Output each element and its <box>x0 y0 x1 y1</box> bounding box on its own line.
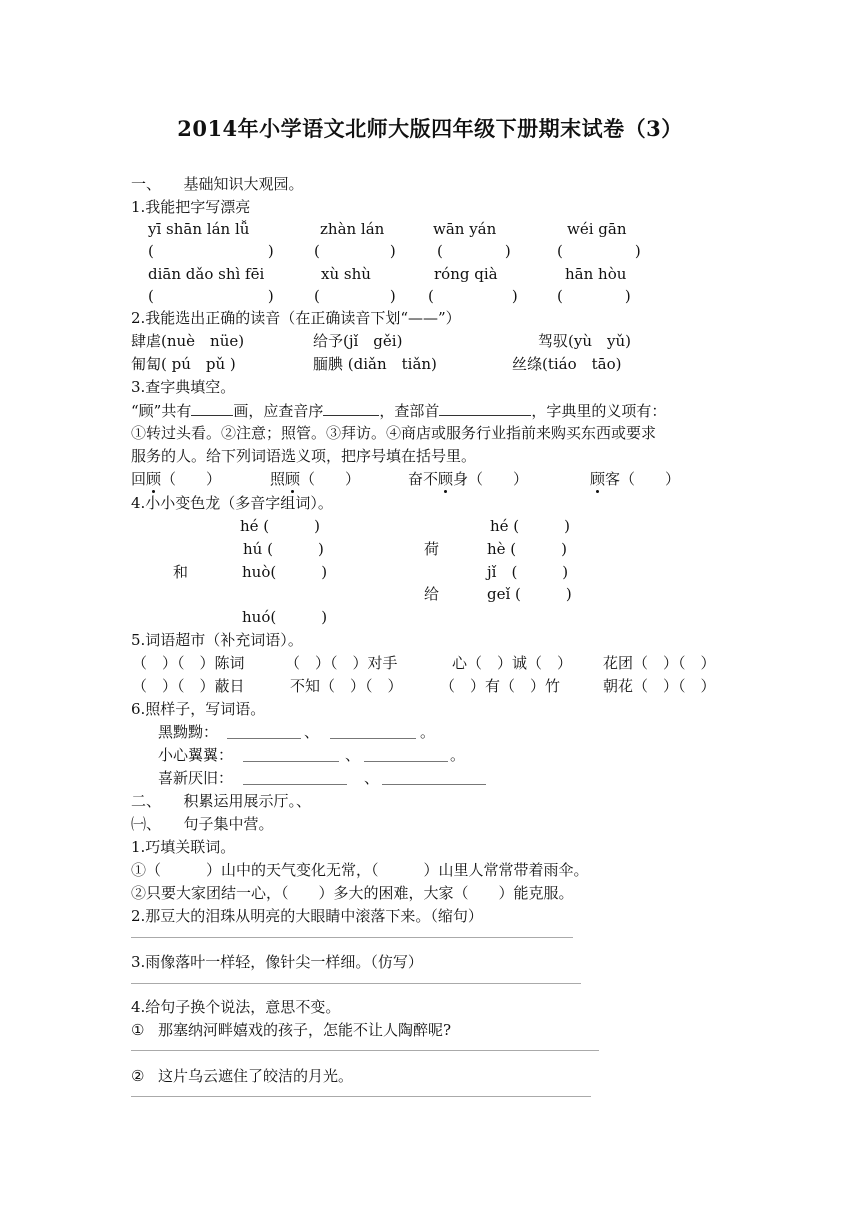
pinyin: diān dǎo shì fēi <box>148 265 265 283</box>
pinyin: wéi gān <box>567 220 627 238</box>
idiom-blank[interactable]: 花团（ ）（ ） <box>603 654 716 672</box>
s2-q2-title: 2.那豆大的泪珠从明亮的大眼睛中滚落下来。（缩句） <box>131 907 483 925</box>
q3-word[interactable] <box>408 472 528 487</box>
q3-text: 画，应查音序 <box>233 402 324 420</box>
q2-title: 2.我能选出正确的读音（在正确读音下划“——”） <box>131 309 461 327</box>
answer-blank[interactable]: ( ) <box>557 242 641 260</box>
q6-end: 。 <box>420 723 436 741</box>
answer-line[interactable] <box>131 1050 599 1051</box>
q3-word[interactable] <box>590 472 680 487</box>
polyphone-reading[interactable]: jǐ ( ) <box>487 563 569 581</box>
reading-choice[interactable]: 丝绦(tiáo tāo) <box>512 355 622 373</box>
word-part: 顾 <box>438 470 454 488</box>
pinyin: wān yán <box>433 220 497 238</box>
answer-line[interactable] <box>243 784 347 785</box>
pinyin: róng qià <box>434 265 498 283</box>
word-part: 奋不 <box>408 470 439 488</box>
idiom-blank[interactable]: （ ）（ ）陈词 <box>132 654 245 672</box>
word-part: 回 <box>131 470 147 488</box>
polyphone-reading[interactable]: hú ( ) <box>243 540 324 558</box>
rewrite-sentence: 那塞纳河畔嬉戏的孩子，怎能不让人陶醉呢? <box>158 1021 452 1039</box>
answer-blank[interactable]: ( ) <box>148 287 274 305</box>
idiom-blank[interactable]: 不知（ ）（ ） <box>290 677 403 695</box>
word-part: 顾 <box>590 470 606 488</box>
conjunction-sentence[interactable]: ①（ ）山中的天气变化无常，（ ）山里人常常带着雨伞。 <box>131 861 589 879</box>
word-part: 客（ ） <box>605 470 681 488</box>
strokes-blank[interactable] <box>191 403 233 416</box>
q3-line1 <box>131 403 666 419</box>
polyphone-reading[interactable]: hé ( ) <box>240 517 321 535</box>
word-part: （ ） <box>300 470 361 488</box>
q3-line3: 服务的人。给下列词语选义项，把序号填在括号里。 <box>131 447 477 465</box>
radical-blank[interactable] <box>439 403 531 416</box>
idiom-blank[interactable]: （ ）有（ ）竹 <box>440 677 561 695</box>
pinyin: hān hòu <box>565 265 627 283</box>
q6-label: 小心翼翼： <box>158 746 234 764</box>
word-part: （ ） <box>161 470 222 488</box>
answer-line[interactable] <box>131 937 573 938</box>
section-2-heading: 二、 积累运用展示厅。、 <box>131 792 312 810</box>
answer-blank[interactable]: ( ) <box>314 287 396 305</box>
answer-line[interactable] <box>131 1096 591 1097</box>
sentence-number: ① <box>131 1021 145 1039</box>
polyphone-char: 和 <box>173 563 189 581</box>
answer-blank[interactable]: ( ) <box>148 242 274 260</box>
idiom-blank[interactable]: 心（ ）诚（ ） <box>452 654 573 672</box>
subsection-heading: ㈠、 句子集中营。 <box>131 815 274 833</box>
idiom-blank[interactable]: 朝花（ ）（ ） <box>603 677 716 695</box>
answer-line[interactable] <box>243 761 339 762</box>
polyphone-reading[interactable]: geǐ ( ) <box>487 585 572 603</box>
reading-choice[interactable]: 匍匐( pú pǔ ) <box>131 355 236 373</box>
q6-sep: 、 <box>304 723 320 741</box>
polyphone-reading[interactable]: hè ( ) <box>487 540 568 558</box>
polyphone-char: 给 <box>424 585 440 603</box>
phonetic-order-blank[interactable] <box>323 403 379 416</box>
answer-blank[interactable]: ( ) <box>557 287 631 305</box>
q3-word[interactable] <box>270 472 360 487</box>
s2-q1-title: 1.巧填关联词。 <box>131 838 236 856</box>
answer-line[interactable] <box>131 983 581 984</box>
polyphone-reading[interactable]: huó( ) <box>242 608 328 626</box>
rewrite-sentence: 这片乌云遮住了皎洁的月光。 <box>158 1067 354 1085</box>
s2-q3-title: 3.雨像落叶一样轻，像针尖一样细。（仿写） <box>131 953 423 971</box>
q6-title: 6.照样子，写词语。 <box>131 700 266 718</box>
s2-q4-title: 4.给句子换个说法，意思不变。 <box>131 998 341 1016</box>
answer-line[interactable] <box>330 738 416 739</box>
reading-choice[interactable]: 给予(jǐ gěi) <box>313 332 403 350</box>
polyphone-reading[interactable]: huò( ) <box>242 563 328 581</box>
pinyin: yī shān lán lǚ <box>148 220 250 238</box>
page-title: 2014年小学语文北师大版四年级下册期末试卷（3） <box>177 116 683 141</box>
word-part: 顾 <box>285 470 301 488</box>
section-1-heading: 一、 基础知识大观园。 <box>131 175 304 193</box>
q3-word[interactable] <box>131 472 221 487</box>
q3-text: “顾”共有 <box>131 402 192 420</box>
q6-label: 黑黝黝： <box>158 723 219 741</box>
reading-choice[interactable]: 腼腆 (diǎn tiǎn) <box>313 355 437 373</box>
q6-sep: 、 <box>345 746 361 764</box>
q3-title: 3.查字典填空。 <box>131 378 236 396</box>
reading-choice[interactable]: 肆虐(nuè nüe) <box>131 332 245 350</box>
idiom-blank[interactable]: （ ）（ ）对手 <box>285 654 398 672</box>
idiom-blank[interactable]: （ ）（ ）蔽日 <box>132 677 245 695</box>
sentence-number: ② <box>131 1067 145 1085</box>
answer-blank[interactable]: ( ) <box>314 242 396 260</box>
answer-line[interactable] <box>364 761 448 762</box>
polyphone-reading[interactable]: hé ( ) <box>490 517 571 535</box>
answer-line[interactable] <box>382 784 486 785</box>
polyphone-char: 荷 <box>424 540 440 558</box>
answer-blank[interactable]: ( ) <box>437 242 511 260</box>
q4-title: 4.小小变色龙（多音字组词）。 <box>131 494 333 512</box>
word-part: 照 <box>270 470 286 488</box>
q5-title: 5.词语超市（补充词语）。 <box>131 631 303 649</box>
pinyin: xù shù <box>321 265 371 283</box>
reading-choice[interactable]: 驾驭(yù yǔ) <box>538 332 631 350</box>
q6-label: 喜新厌旧： <box>158 769 234 787</box>
word-part: 身（ ） <box>453 470 529 488</box>
q6-end: 。 <box>450 746 466 764</box>
q6-sep: 、 <box>364 769 380 787</box>
q3-line2: ①转过头看。②注意；照管。③拜访。④商店或服务行业指前来购买东西或要求 <box>131 424 657 442</box>
conjunction-sentence[interactable]: ②只要大家团结一心，（ ）多大的困难，大家（ ）能克服。 <box>131 884 574 902</box>
answer-blank[interactable]: ( ) <box>428 287 518 305</box>
q3-text: ，字典里的义项有： <box>531 402 667 420</box>
answer-line[interactable] <box>227 738 301 739</box>
q1-title: 1.我能把字写漂亮 <box>131 198 251 216</box>
word-part: 顾 <box>146 470 162 488</box>
q3-text: ，查部首 <box>379 402 440 420</box>
pinyin: zhàn lán <box>320 220 385 238</box>
